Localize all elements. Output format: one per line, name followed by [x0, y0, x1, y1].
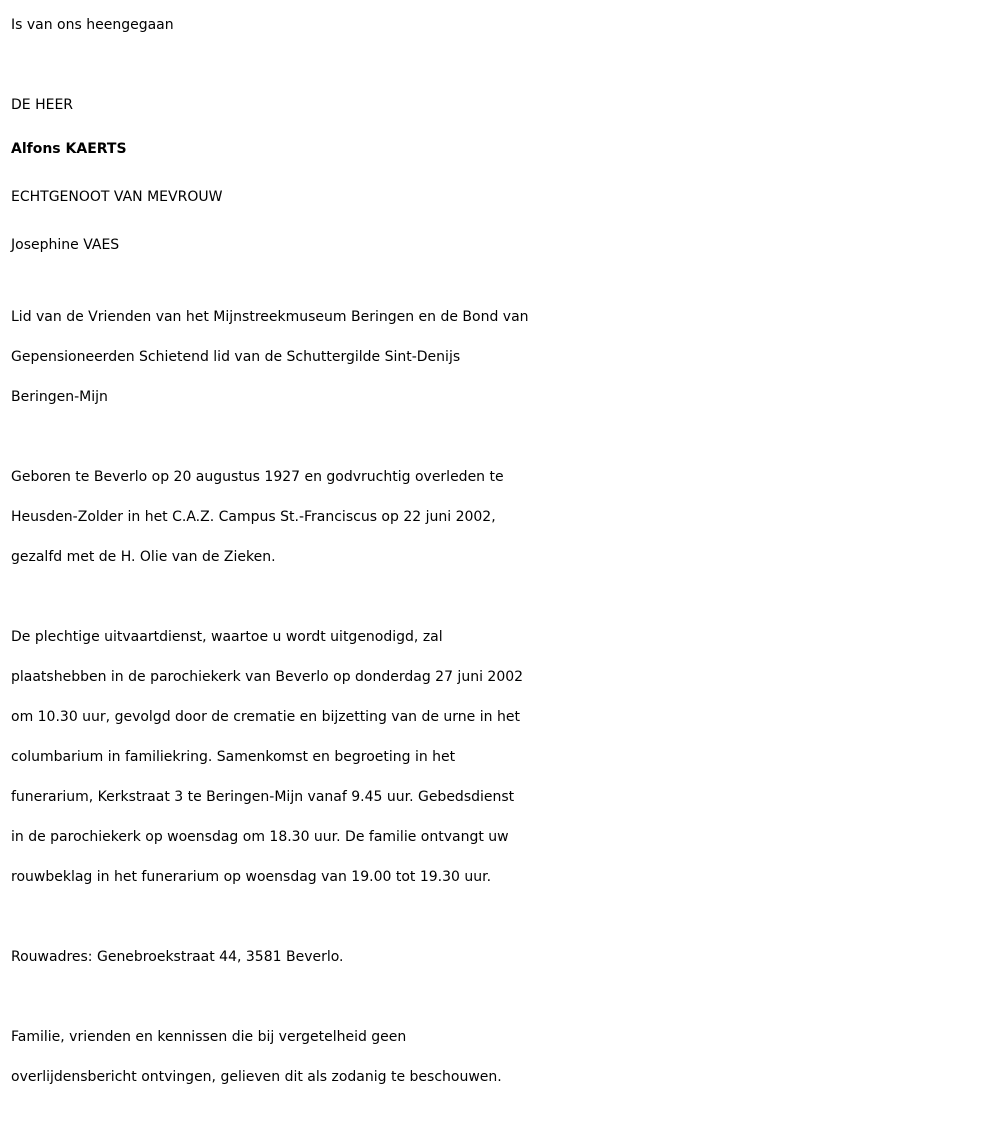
spouse-label: ECHTGENOOT VAN MEVROUW [11, 189, 223, 205]
spacer [11, 977, 996, 1017]
paragraph-line: om 10.30 uur, gevolgd door de crematie en bijzetting van de urne in het [11, 709, 520, 725]
birth-death-paragraph [11, 457, 996, 577]
paragraph-line: Beringen-Mijn [11, 389, 108, 405]
paragraph-line: Lid van de Vrienden van het Mijnstreekmuseum Beringen en de Bond van [11, 309, 529, 325]
obituary-notice [11, 5, 996, 1097]
spouse-name: Josephine VAES [11, 237, 120, 253]
paragraph-line: rouwbeklag in het funerarium op woensdag van 19.00 tot 19.30 uur. [11, 869, 492, 885]
paragraph-line: Heusden-Zolder in het C.A.Z. Campus St.-Franciscus op 22 juni 2002, [11, 509, 496, 525]
paragraph-line: gezalfd met de H. Olie van de Zieken. [11, 549, 276, 565]
deceased-name: Alfons KAERTS [11, 141, 127, 157]
paragraph-line: funerarium, Kerkstraat 3 te Beringen-Mijn vanaf 9.45 uur. Gebedsdienst [11, 789, 515, 805]
closing-paragraph [11, 1017, 996, 1097]
paragraph-line: De plechtige uitvaartdienst, waartoe u wordt uitgenodigd, zal [11, 629, 443, 645]
memberships-paragraph [11, 297, 996, 417]
paragraph-line: columbarium in familiekring. Samenkomst en begroeting in het [11, 749, 456, 765]
paragraph-line: in de parochiekerk op woensdag om 18.30 uur. De familie ontvangt uw [11, 829, 509, 845]
paragraph-line: plaatshebben in de parochiekerk van Beverlo op donderdag 27 juni 2002 [11, 669, 524, 685]
paragraph-line: overlijdensbericht ontvingen, gelieven dit als zodanig te beschouwen. [11, 1069, 502, 1085]
spacer [11, 897, 996, 937]
paragraph-line: Geboren te Beverlo op 20 augustus 1927 en godvruchtig overleden te [11, 469, 504, 485]
title-prefix: DE HEER [11, 97, 74, 113]
paragraph-line: Familie, vrienden en kennissen die bij vergetelheid geen [11, 1029, 407, 1045]
spacer [11, 577, 996, 617]
spacer [11, 269, 996, 297]
spacer [11, 45, 996, 85]
ceremony-paragraph [11, 617, 996, 897]
mourning-address: Rouwadres: Genebroekstraat 44, 3581 Beverlo. [11, 949, 344, 965]
paragraph-line: Gepensioneerden Schietend lid van de Schuttergilde Sint-Denijs [11, 349, 461, 365]
spacer [11, 417, 996, 457]
intro-text: Is van ons heengegaan [11, 17, 174, 33]
